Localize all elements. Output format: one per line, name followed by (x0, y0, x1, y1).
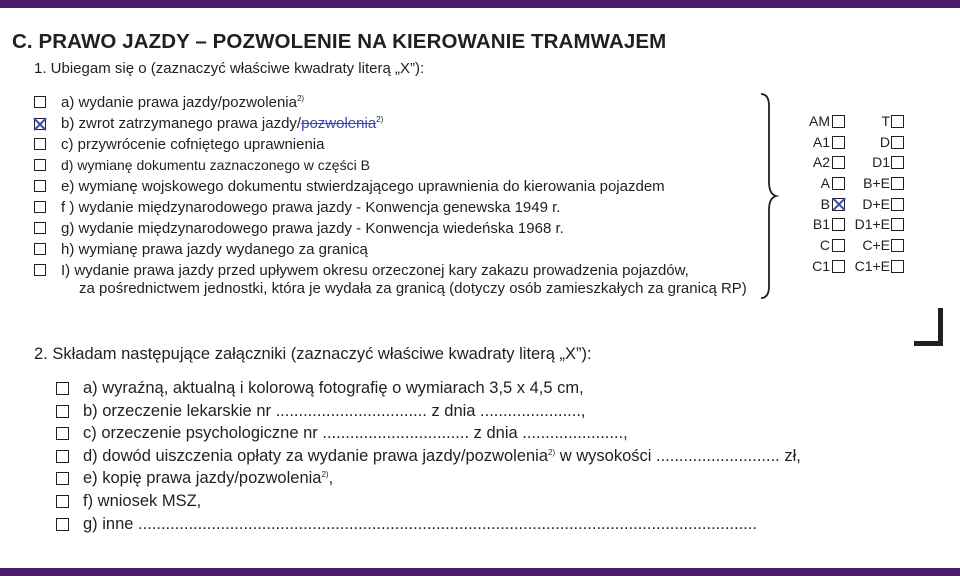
category-label-d1-e: D1+E (854, 216, 890, 233)
category-label-c: C (819, 237, 830, 254)
purpose-option-d (34, 156, 370, 177)
category-label-c1: C1 (812, 257, 830, 274)
section-title: C. PRAWO JAZDY – POZWOLENIE NA KIEROWANIE TRAMWAJEM (12, 30, 667, 53)
attachment-label-c: c) orzeczenie psychologiczne nr ................................ z dnia ......................, (83, 424, 628, 443)
category-label-am: AM (809, 113, 830, 129)
category-row (800, 236, 910, 257)
category-checkbox-c[interactable] (832, 239, 845, 252)
category-checkbox-t[interactable] (891, 115, 904, 128)
right-curly-brace (758, 92, 780, 300)
category-row (800, 215, 910, 236)
category-row (800, 174, 910, 195)
category-label-a: A (820, 175, 830, 192)
purpose-checkbox-f[interactable] (34, 201, 46, 213)
category-checkbox-a2[interactable] (832, 156, 845, 169)
purpose-label-f: f ) wydanie międzynarodowego prawa jazdy - Konwencja genewska 1949 r. (61, 199, 561, 216)
purpose-checkbox-c[interactable] (34, 138, 46, 150)
purpose-option-e (34, 177, 665, 198)
purpose-option-a (34, 93, 305, 114)
purpose-checkbox-g[interactable] (34, 222, 46, 234)
application-purpose-list (34, 93, 747, 321)
footnote-mark: 2) (296, 94, 305, 103)
category-checkbox-b1[interactable] (832, 218, 845, 231)
purpose-option-f (34, 198, 561, 219)
category-row (800, 195, 910, 216)
category-checkbox-a[interactable] (832, 177, 845, 190)
top-border-bar (0, 0, 960, 8)
attachment-checkbox-b[interactable] (56, 405, 69, 418)
purpose-option-b (34, 114, 384, 135)
purpose-label-g: g) wydanie międzynarodowego prawa jazdy - Konwencja wiedeńska 1968 r. (61, 220, 564, 237)
category-checkbox-c-e[interactable] (891, 239, 904, 252)
purpose-label-a: a) wydanie prawa jazdy/pozwolenia (61, 94, 297, 111)
attachment-checkbox-e[interactable] (56, 472, 69, 485)
attachment-label-a: a) wyraźną, aktualną i kolorową fotografię o wymiarach 3,5 x 4,5 cm, (83, 379, 584, 397)
attachment-label-g: g) inne ....................................................................................................................................... (83, 514, 757, 533)
category-checkbox-am[interactable] (832, 115, 845, 128)
question-1-text: 1. Ubiegam się o (zaznaczyć właściwe kwadraty literą „X”): (34, 60, 425, 77)
category-checkbox-d[interactable] (891, 136, 904, 149)
purpose-option-g (34, 219, 564, 240)
bottom-border-bar (0, 568, 960, 576)
attachment-checkbox-f[interactable] (56, 495, 69, 508)
category-checkbox-c1[interactable] (832, 260, 845, 273)
purpose-label-d: d) wymianę dokumentu zaznaczonego w części B (61, 157, 370, 173)
attachment-label-f: f) wniosek MSZ, (83, 491, 202, 510)
attachment-label-d-tail: w wysokości ........................... zł, (555, 446, 801, 465)
footnote-mark: 2) (376, 115, 384, 124)
category-checkbox-b[interactable] (832, 198, 845, 211)
attachment-checkbox-d[interactable] (56, 450, 69, 463)
purpose-option-h (34, 240, 368, 261)
category-label-a2: A2 (812, 154, 830, 171)
category-label-t: T (881, 113, 890, 129)
category-label-d1: D1 (872, 154, 890, 171)
footnote-mark: 2) (548, 447, 556, 457)
attachment-checkbox-g[interactable] (56, 518, 69, 531)
category-label-d: D (879, 133, 890, 150)
category-checkbox-c1-e[interactable] (891, 260, 904, 273)
attachment-label-d: d) dowód uiszczenia opłaty za wydanie prawa jazdy/pozwolenia (83, 446, 549, 465)
category-checkbox-a1[interactable] (832, 136, 845, 149)
license-category-grid (800, 112, 910, 278)
category-row (800, 257, 910, 278)
category-label-b-e: B+E (863, 175, 890, 192)
purpose-checkbox-b[interactable] (34, 118, 46, 130)
purpose-label-i: I) wydanie prawa jazdy przed upływem okresu orzeczonej kary zakazu prowadzenia pojazdów, (61, 262, 689, 279)
category-row (800, 153, 910, 174)
category-label-b1: B1 (812, 216, 830, 233)
purpose-label-c: c) przywrócenie cofniętego uprawnienia (61, 136, 325, 153)
purpose-checkbox-a[interactable] (34, 96, 46, 108)
corner-bracket-mark (914, 341, 943, 346)
purpose-label-b: b) zwrot zatrzymanego prawa jazdy/ (61, 115, 302, 132)
struck-out-word: pozwolenia (301, 115, 377, 132)
category-label-c-e: C+E (862, 237, 890, 254)
question-2-text: 2. Składam następujące załączniki (zaznaczyć właściwe kwadraty literą „X”): (34, 345, 592, 363)
purpose-option-i (34, 261, 747, 321)
attachment-label-e-tail: , (328, 469, 334, 488)
attachment-checkbox-a[interactable] (56, 382, 69, 395)
purpose-label-h: h) wymianę prawa jazdy wydanego za granicą (61, 241, 368, 258)
category-row (800, 133, 910, 154)
footnote-mark: 2) (321, 470, 329, 480)
purpose-checkbox-h[interactable] (34, 243, 46, 255)
category-checkbox-d-e[interactable] (891, 198, 904, 211)
purpose-checkbox-e[interactable] (34, 180, 46, 192)
category-label-d-e: D+E (862, 195, 890, 212)
category-row (800, 112, 910, 133)
attachment-label-e: e) kopię prawa jazdy/pozwolenia (83, 469, 322, 488)
category-checkbox-b-e[interactable] (891, 177, 904, 190)
attachment-checkbox-c[interactable] (56, 427, 69, 440)
category-label-b: B (820, 195, 830, 212)
purpose-checkbox-i[interactable] (34, 264, 46, 276)
category-label-a1: A1 (812, 133, 830, 150)
category-checkbox-d1[interactable] (891, 156, 904, 169)
purpose-checkbox-d[interactable] (34, 159, 46, 171)
category-label-c1-e: C1+E (854, 257, 890, 274)
purpose-label-e: e) wymianę wojskowego dokumentu stwierdzającego uprawnienia do kierowania pojazdem (61, 178, 665, 195)
attachment-label-b: b) orzeczenie lekarskie nr ................................. z dnia ......................, (83, 401, 586, 420)
purpose-label-i-continuation: za pośrednictwem jednostki, która je wydała za granicą (dotyczy osób zamieszkałych za granicą RP) (79, 280, 747, 297)
category-checkbox-d1-e[interactable] (891, 218, 904, 231)
purpose-option-c (34, 135, 325, 156)
